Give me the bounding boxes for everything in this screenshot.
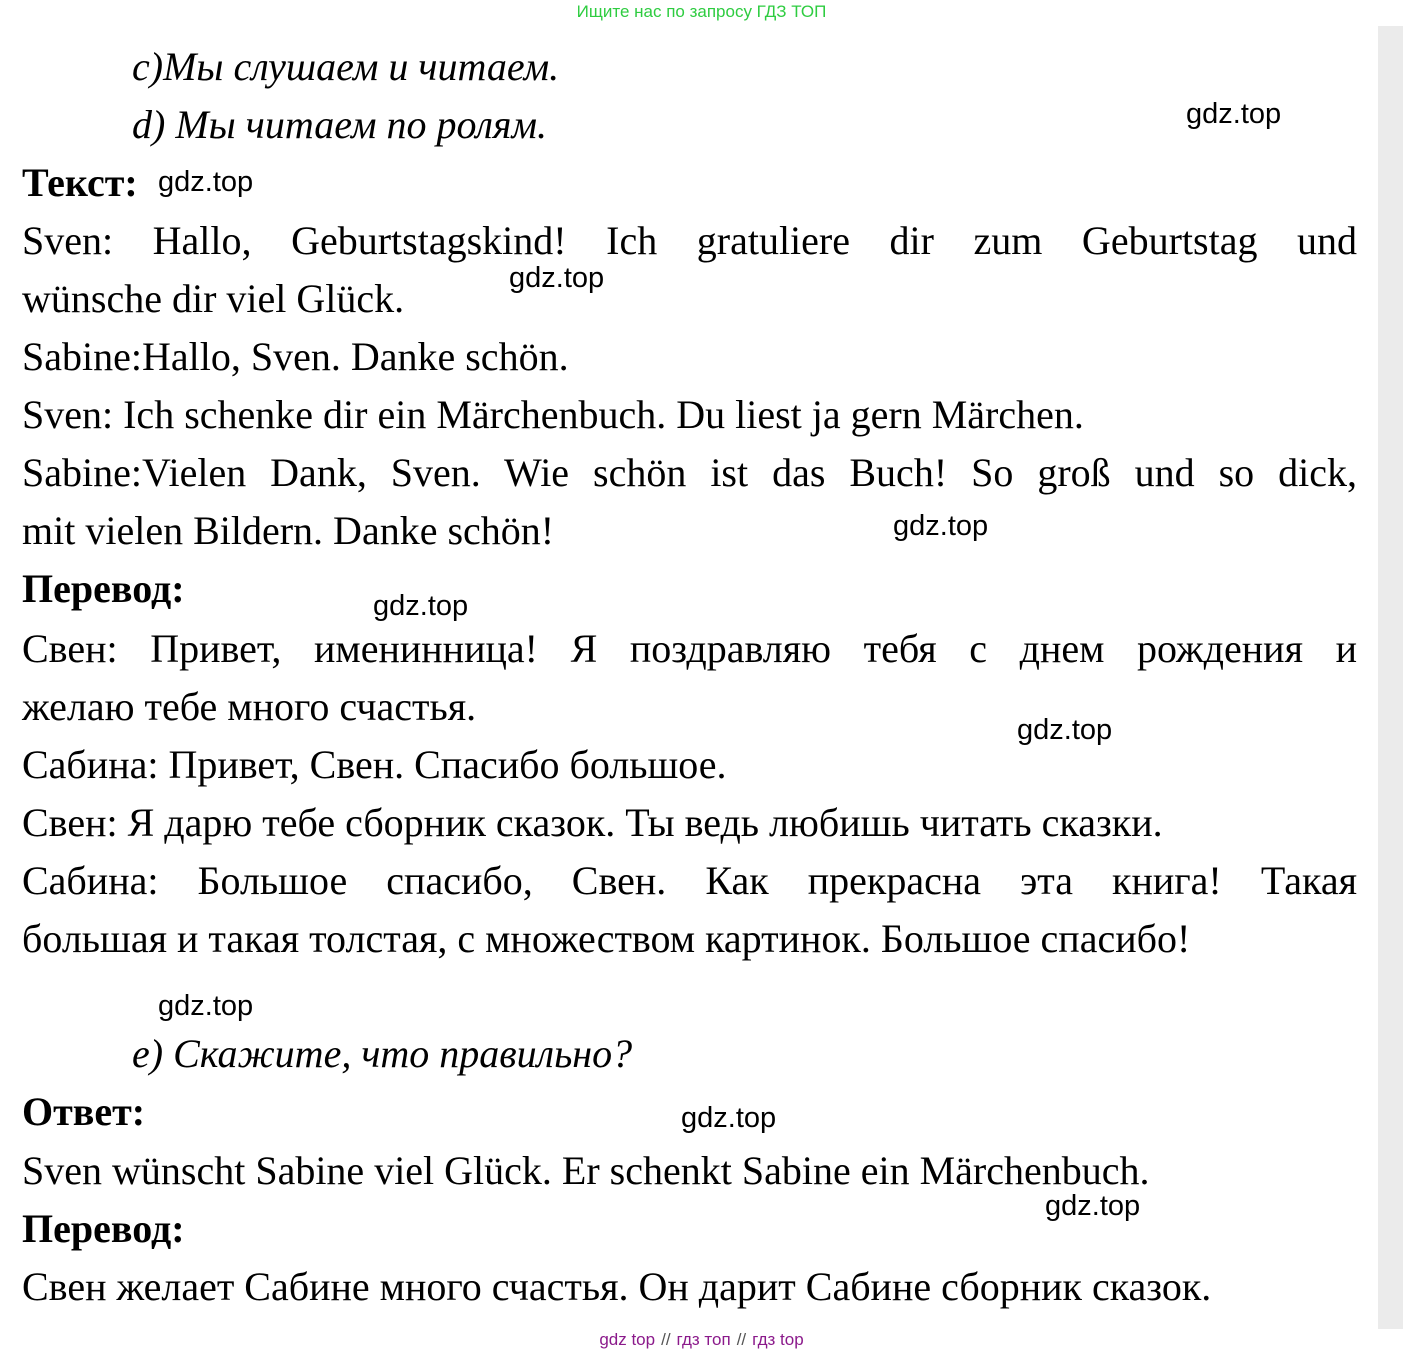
footer-link-gdz-top[interactable]: gdz top	[599, 1330, 656, 1349]
answer-heading: Ответ:	[22, 1089, 146, 1134]
task-c: c)Мы слушаем и читаем.	[132, 44, 560, 89]
ru-line-4a: Сабина: Большое спасибо, Свен. Как прекрасна эта книга! Такая	[22, 858, 1357, 903]
de-line-1a: Sven: Hallo, Geburtstagskind! Ich gratuliere dir zum Geburtstag und	[22, 218, 1357, 263]
answer-ru-line: Свен желает Сабине много счастья. Он дарит Сабине сборник сказок.	[22, 1264, 1212, 1309]
ru-line-1b: желаю тебе много счастья.	[22, 684, 477, 729]
top-banner[interactable]: Ищите нас по запросу ГДЗ ТОП	[576, 2, 827, 21]
answer-line: Sven wünscht Sabine viel Glück. Er schenkt Sabine ein Märchenbuch.	[22, 1148, 1150, 1193]
footer-links	[0, 1328, 1403, 1352]
ru-line-3: Свен: Я дарю тебе сборник сказок. Ты ведь любишь читать сказки.	[22, 800, 1163, 845]
de-line-3: Sven: Ich schenke dir ein Märchenbuch. Du liest ja gern Märchen.	[22, 392, 1084, 437]
text-heading: Текст:	[22, 160, 138, 205]
de-line-4b: mit vielen Bildern. Danke schön!	[22, 508, 555, 553]
footer-separator: //	[661, 1330, 671, 1349]
task-d: d) Мы читаем по ролям.	[132, 102, 548, 147]
watermark: gdz.top	[509, 262, 605, 294]
watermark: gdz.top	[373, 590, 469, 622]
watermark: gdz.top	[1045, 1190, 1141, 1222]
translation-heading-2: Перевод:	[22, 1206, 185, 1251]
de-line-1b: wünsche dir viel Glück.	[22, 276, 405, 321]
translation-heading-1: Перевод:	[22, 566, 185, 611]
footer-separator: //	[736, 1330, 747, 1349]
task-e: e) Скажите, что правильно?	[132, 1031, 633, 1076]
watermark: gdz.top	[1017, 714, 1113, 746]
vertical-scrollbar[interactable]	[1378, 26, 1403, 1329]
watermark: gdz.top	[1186, 98, 1282, 130]
footer-link-gdz-top-ru[interactable]: гдз топ	[676, 1330, 731, 1349]
ru-line-2: Сабина: Привет, Свен. Спасибо большое.	[22, 742, 727, 787]
footer-link-gdz-top-mixed[interactable]: гдз top	[752, 1330, 804, 1349]
de-line-4a: Sabine:Vielen Dank, Sven. Wie schön ist das Buch! So groß und so dick,	[22, 450, 1357, 495]
watermark: gdz.top	[893, 510, 989, 542]
ru-line-4b: большая и такая толстая, с множеством картинок. Большое спасибо!	[22, 916, 1191, 961]
de-line-2: Sabine:Hallo, Sven. Danke schön.	[22, 334, 569, 379]
watermark: gdz.top	[158, 166, 254, 198]
watermark: gdz.top	[158, 990, 254, 1022]
ru-line-1a: Свен: Привет, именинница! Я поздравляю тебя с днем рождения и	[22, 626, 1357, 671]
watermark: gdz.top	[681, 1102, 777, 1134]
